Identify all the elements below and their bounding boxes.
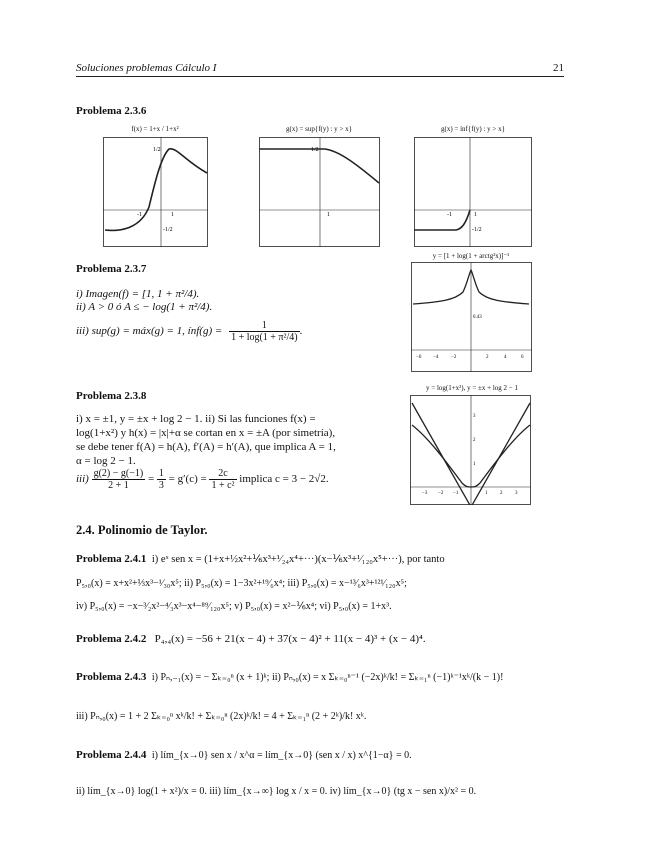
p238-ytick-2: 2 <box>473 438 476 443</box>
p238-frac1-den: 2 + 1 <box>108 480 129 491</box>
p241-line1-text: i) eˣ sen x = (1+x+½x²+⅙x³+¹⁄₂₄x⁴+···)(x−⅙x³+¹⁄₁₂₀x⁵+···), por tanto <box>151 554 445 565</box>
p238-tick-m2: −2 <box>438 491 444 496</box>
p244-line2: ii) lím_{x→0} log(1 + x²)/x = 0. iii) lím_{x→∞} log x / x = 0. iv) lím_{x→0} (tg x − sen x)/x² = 0. <box>76 786 477 797</box>
running-header <box>76 62 564 76</box>
p243-line1-text: i) Pₙ,₋₁(x) = − Σₖ₌₀ⁿ (x + 1)ᵏ; ii) Pₙ,₀(x) = x Σₖ₌₀ⁿ⁻¹ (−2x)ᵏ/k! = Σₖ₌₁ⁿ (−1)ᵏ⁻¹xᵏ/(k − 1)! <box>151 672 504 683</box>
p238-line5-mid2: = g′(c) = <box>168 473 207 486</box>
p238-tick-1: 1 <box>485 491 488 496</box>
graph3-label-1: 1 <box>474 212 477 218</box>
p237-line2: ii) A > 0 ó A ≤ − log(1 + π²/4). <box>76 301 213 313</box>
graph3-caption: g(x) = ínf{f(y) : y > x} <box>441 125 505 133</box>
graph2-caption: g(x) = sup{f(y) : y > x} <box>286 125 352 133</box>
p243-line2: iii) Pₙ,₀(x) = 1 + 2 Σₖ₌₀ⁿ xᵏ/k! + Σₖ₌₀ⁿ (2x)ᵏ/k! = 4 + Σₖ₌₁ⁿ (2 + 2ᵏ)/k! xᵏ. <box>76 711 367 722</box>
p237-fraction <box>229 320 300 343</box>
p237-graph-ylabel: 0.43 <box>473 315 482 320</box>
p237-tick-6: 6 <box>521 355 524 360</box>
p238-line2: log(1+x²) y h(x) = |x|+α se cortan en x = ±A (por simetría), <box>76 427 336 439</box>
graph2-plot <box>259 137 380 247</box>
p238-line5-eq: = <box>147 473 155 486</box>
p238-tick-m1: −1 <box>453 491 459 496</box>
graph1-label-m1: -1 <box>137 212 142 218</box>
p238-line5-end: implica c = 3 − 2√2. <box>239 473 329 486</box>
p237-frac-num: 1 <box>229 320 300 332</box>
p237-frac-den: 1 + log(1 + π²/4) <box>231 332 298 343</box>
p238-frac3-num: 2c <box>209 468 236 480</box>
graph2-frame <box>260 138 380 247</box>
p237-tick-4: 4 <box>504 355 507 360</box>
p237-line3-text: iii) sup(g) = máx(g) = 1, ínf(g) = <box>76 325 223 338</box>
graph1-plot <box>103 137 208 247</box>
p241-line3: iv) P₅,₀(x) = −x−³⁄₂x²−⁴⁄₃x³−x⁴−⁸⁹⁄₁₂₀x⁵; v) P₅,₀(x) = x²−⅙x⁴; vi) P₅,₀(x) = 1+x³. <box>76 601 392 612</box>
graph2-curve <box>259 149 379 183</box>
p237-tick-2: 2 <box>486 355 489 360</box>
p237-graph-frame <box>412 263 532 372</box>
p238-line4: α = log 2 − 1. <box>76 455 136 467</box>
p238-line3: se debe tener f(A) = h(A), f′(A) = h′(A), que implica A = 1, <box>76 441 336 453</box>
p238-tick-m3: −3 <box>422 491 428 496</box>
p242-title: Problema 2.4.2 <box>76 633 147 645</box>
p243-line1 <box>76 670 503 685</box>
graph3-curve <box>414 210 470 230</box>
p238-frac2-num: 1 <box>158 468 164 479</box>
p238-line5 <box>76 468 329 491</box>
p238-frac2 <box>157 468 166 491</box>
p241-line2: P₅,₀(x) = x+x²+⅓x³−¹⁄₃₀x⁵; ii) P₅,₀(x) = 1−3x²+¹⁹⁄₆x⁴; iii) P₅,₀(x) = x−¹³⁄₆x³+¹²¹⁄₁₂₀x⁵; <box>76 578 407 589</box>
p238-line1: i) x = ±1, y = ±x + log 2 − 1. ii) Si las funciones f(x) = <box>76 413 316 425</box>
problem-2-3-8-title: Problema 2.3.8 <box>76 390 147 402</box>
p238-frac2-den: 3 <box>158 480 164 491</box>
p244-line1 <box>76 748 412 763</box>
p237-graph <box>411 262 532 372</box>
graph1-caption: f(x) = 1+x / 1+x² <box>131 125 179 133</box>
p237-line3: iii) sup(g) = máx(g) = 1, ínf(g) = $\frac{1}{\text{1 + log(1 + π²/4)}}$ . <box>76 320 303 343</box>
p241-title: Problema 2.4.1 <box>76 553 147 565</box>
graph1-label-half: 1/2 <box>153 147 161 153</box>
p238-graph <box>410 395 531 505</box>
p238-line5-label: iii) <box>76 473 89 486</box>
p238-tick-2: 2 <box>500 491 503 496</box>
graph3-label-mhalf: -1/2 <box>472 227 482 233</box>
problem-2-3-6-title: Problema 2.3.6 <box>76 105 147 117</box>
graph1-curve <box>105 149 207 231</box>
p238-tick-3: 3 <box>515 491 518 496</box>
p238-frac1 <box>92 468 146 491</box>
p237-line1: i) Imagen(f) = [1, 1 + π²/4). <box>76 288 200 300</box>
p244-title: Problema 2.4.4 <box>76 749 147 761</box>
p238-ytick-3: 3 <box>473 414 476 419</box>
header-rule <box>76 76 564 77</box>
p238-ytick-1: 1 <box>473 462 476 467</box>
section-title: 2.4. Polinomio de Taylor. <box>76 523 208 537</box>
graph3-label-m1: -1 <box>447 212 452 218</box>
p237-tick-m2: −2 <box>451 355 457 360</box>
p238-frac3 <box>209 468 236 491</box>
p238-graph-caption: y = log(1+x²), y = ±x + log 2 − 1 <box>426 384 518 392</box>
p238-frac3-den: 1 + c² <box>211 480 235 491</box>
p241-line1 <box>76 552 445 567</box>
graph1-label-1: 1 <box>171 212 174 218</box>
running-title: Soluciones problemas Cálculo I <box>76 62 217 74</box>
graph2-label-1: 1 <box>327 212 330 218</box>
p243-title: Problema 2.4.3 <box>76 671 147 683</box>
p238-frac1-num: g(2) − g(−1) <box>93 468 144 479</box>
graph2-label-half: 1/2 <box>311 147 319 153</box>
p237-tick-m4: −4 <box>433 355 439 360</box>
p237-tick-m6: −6 <box>416 355 422 360</box>
graph1-label-mhalf: -1/2 <box>163 227 173 233</box>
p238-graph-frame <box>411 396 531 505</box>
p237-graph-caption: y = [1 + log(1 + arctg²x)]⁻¹ <box>432 252 510 260</box>
p244-line1-text: i) lím_{x→0} sen x / x^α = lím_{x→0} (sen x / x) x^{1−α} = 0. <box>151 750 412 761</box>
problem-2-3-7-title: Problema 2.3.7 <box>76 263 147 275</box>
graph3-plot <box>414 137 532 247</box>
p242-line <box>76 632 426 646</box>
p242-text: P₄,₄(x) = −56 + 21(x − 4) + 37(x − 4)² + 11(x − 4)³ + (x − 4)⁴. <box>154 633 426 645</box>
page-number: 21 <box>553 62 564 74</box>
